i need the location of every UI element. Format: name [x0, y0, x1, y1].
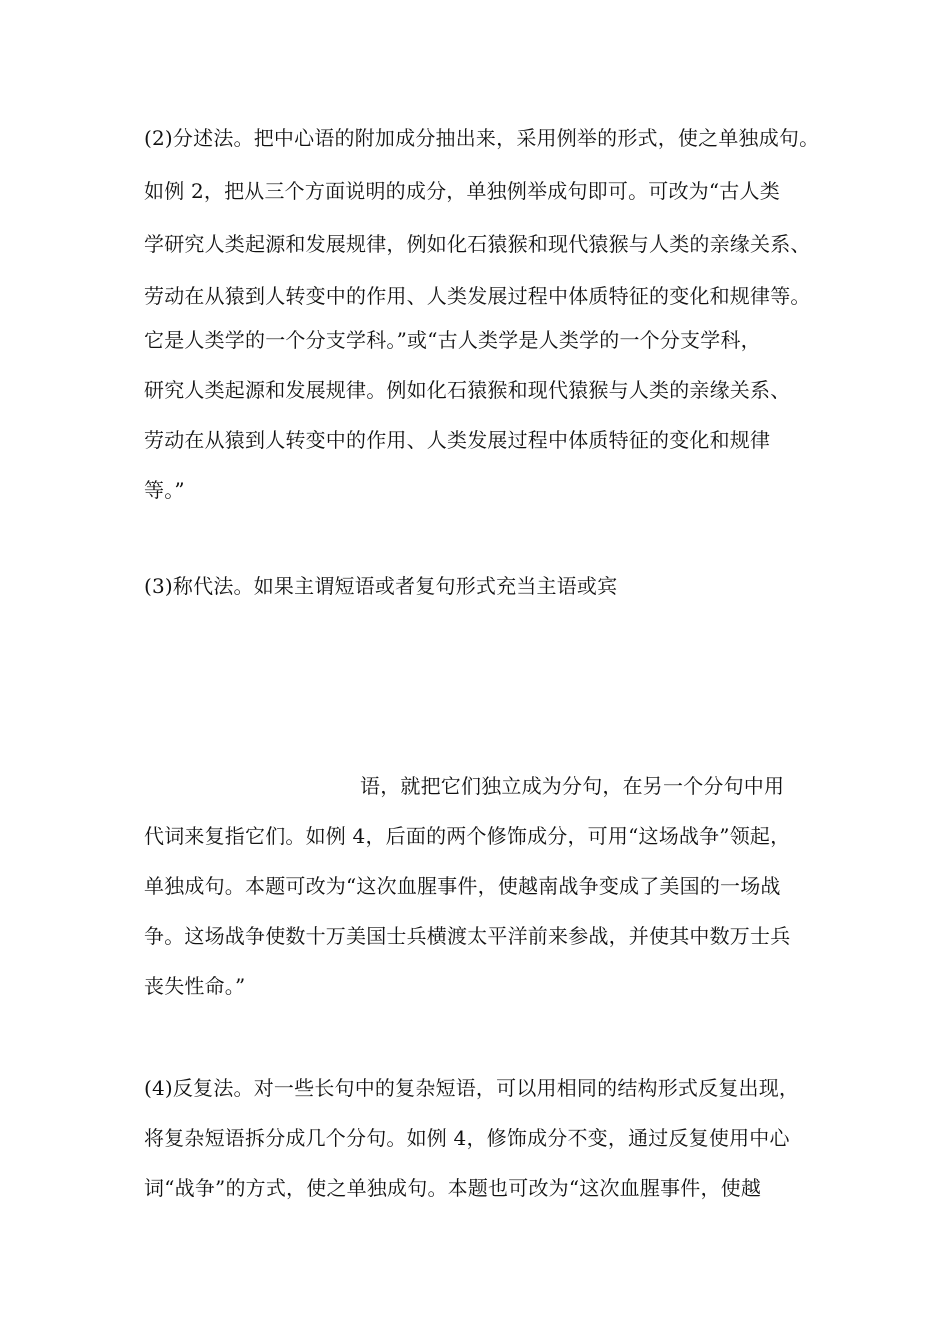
paragraph-2-line-3: 学研究人类起源和发展规律，例如化石猿猴和现代猿猴与人类的亲缘关系、	[144, 232, 811, 256]
paragraph-2-line-7: 劳动在从猿到人转变中的作用、人类发展过程中体质特征的变化和规律	[144, 428, 771, 452]
paragraph-4-line-2: 将复杂短语拆分成几个分句。如例 4，修饰成分不变，通过反复使用中心	[144, 1126, 790, 1150]
paragraph-3-line-4: 单独成句。本题可改为“这次血腥事件，使越南战争变成了美国的一场战	[144, 874, 781, 898]
paragraph-4-line-1: (4)反复法。对一些长句中的复杂短语，可以用相同的结构形式反复出现，	[144, 1076, 800, 1100]
paragraph-2-line-4: 劳动在从猿到人转变中的作用、人类发展过程中体质特征的变化和规律等。	[144, 284, 811, 308]
paragraph-2-line-1: (2)分述法。把中心语的附加成分抽出来，采用例举的形式，使之单独成句。	[144, 126, 820, 150]
paragraph-2-line-2: 如例 2，把从三个方面说明的成分，单独例举成句即可。可改为“古人类	[144, 179, 780, 203]
paragraph-2-line-5: 它是人类学的一个分支学科。”或“古人类学是人类学的一个分支学科，	[144, 328, 761, 352]
paragraph-4-line-3: 词“战争”的方式，使之单独成句。本题也可改为“这次血腥事件，使越	[144, 1176, 762, 1200]
paragraph-3-line-3: 代词来复指它们。如例 4，后面的两个修饰成分，可用“这场战争”领起，	[144, 824, 791, 848]
paragraph-3-line-1: (3)称代法。如果主谓短语或者复句形式充当主语或宾	[144, 574, 618, 598]
paragraph-2-line-6: 研究人类起源和发展规律。例如化石猿猴和现代猿猴与人类的亲缘关系、	[144, 378, 791, 402]
paragraph-2-line-8: 等。”	[144, 478, 185, 502]
paragraph-3-line-5: 争。这场战争使数十万美国士兵横渡太平洋前来参战，并使其中数万士兵	[144, 924, 791, 948]
paragraph-3-line-2: 语，就把它们独立成为分句，在另一个分句中用	[360, 774, 785, 798]
paragraph-3-line-6: 丧失性命。”	[144, 974, 246, 998]
